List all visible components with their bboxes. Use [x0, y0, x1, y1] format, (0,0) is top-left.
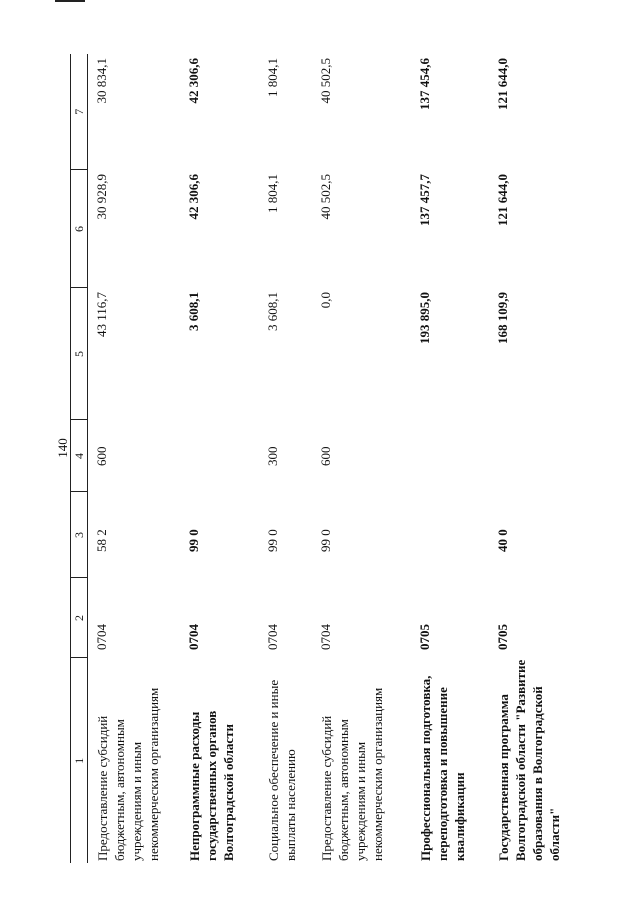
row-value-6: 42 306,6: [186, 174, 201, 220]
scan-edge-mark: [55, 0, 85, 2]
budget-table: [70, 54, 585, 863]
row-section-code: 0704: [265, 624, 280, 650]
row-name: Государственная программа Волгоградской области "Развитие образования в Волгоградской области": [496, 659, 562, 861]
row-expense-type: 300: [265, 446, 280, 466]
page-number: 140: [55, 438, 70, 458]
table-row: [489, 54, 585, 863]
row-value-7: 40 502,5: [318, 58, 333, 104]
table-row: [88, 54, 181, 863]
rotated-table-container: [70, 54, 570, 863]
row-value-5: 0,0: [318, 292, 333, 309]
row-target-code: 99 0: [318, 529, 333, 552]
row-value-6: 30 928,9: [94, 174, 109, 220]
row-section-code: 0705: [495, 624, 510, 650]
row-value-5: 3 608,1: [186, 292, 201, 331]
row-value-6: 1 804,1: [265, 174, 280, 213]
row-expense-type: [180, 420, 259, 492]
row-section-code: 0704: [94, 624, 109, 650]
row-value-5: 43 116,7: [94, 292, 109, 338]
row-section-code: 0704: [318, 624, 333, 650]
header-col-7: 7: [71, 54, 88, 170]
row-name: Предоставление субсидий бюджетным, автономным учреждениям и иным некоммерческим организациям: [319, 687, 385, 861]
row-name: Предоставление субсидий бюджетным, автономным учреждениям и иным некоммерческим организациям: [95, 687, 161, 861]
header-col-1: 1: [71, 658, 88, 863]
row-section-code: 0704: [186, 624, 201, 650]
table-row: [312, 54, 411, 863]
row-value-5: 193 895,0: [417, 292, 432, 344]
row-expense-type: 600: [94, 446, 109, 466]
table-row: [180, 54, 259, 863]
row-target-code: 99 0: [265, 529, 280, 552]
row-target-code: [411, 492, 489, 578]
row-target-code: 58 2: [94, 529, 109, 552]
row-expense-type: [411, 420, 489, 492]
row-value-7: 1 804,1: [265, 58, 280, 97]
header-col-6: 6: [71, 170, 88, 288]
row-target-code: 99 0: [186, 529, 201, 552]
row-expense-type: [489, 420, 585, 492]
header-col-5: 5: [71, 288, 88, 420]
header-col-4: 4: [71, 420, 88, 492]
row-value-6: 40 502,5: [318, 174, 333, 220]
header-col-2: 2: [71, 578, 88, 658]
row-value-6: 137 457,7: [417, 174, 432, 226]
table-row: [259, 54, 312, 863]
header-col-3: 3: [71, 492, 88, 578]
row-name: Социальное обеспечение и иные выплаты населению: [266, 679, 298, 861]
row-section-code: 0705: [417, 624, 432, 650]
row-value-7: 30 834,1: [94, 58, 109, 104]
row-expense-type: 600: [318, 446, 333, 466]
row-value-5: 3 608,1: [265, 292, 280, 331]
row-value-5: 168 109,9: [495, 292, 510, 344]
header-row: [71, 54, 88, 863]
row-name: Непрограммные расходы государственных органов Волгоградской области: [187, 710, 236, 861]
row-value-6: 121 644,0: [495, 174, 510, 226]
row-value-7: 121 644,0: [495, 58, 510, 110]
row-name: Профессиональная подготовка, переподготовка и повышение квалификации: [418, 675, 467, 861]
row-value-7: 137 454,6: [417, 58, 432, 110]
row-value-7: 42 306,6: [186, 58, 201, 104]
table-row: [411, 54, 489, 863]
row-target-code: 40 0: [495, 529, 510, 552]
